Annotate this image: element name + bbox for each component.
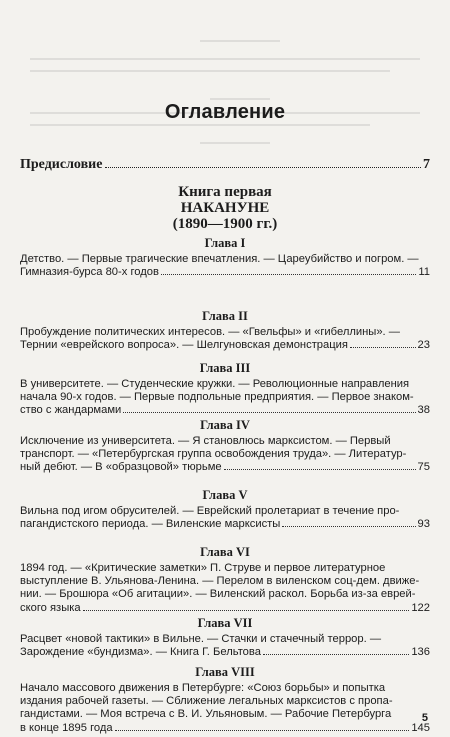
chapter-page: 93: [417, 518, 430, 531]
chapter-description: [20, 253, 430, 279]
chapter-heading: Глава III: [199, 361, 251, 375]
dot-leader: [224, 469, 416, 470]
chapter-description-line: [20, 602, 430, 615]
chapter-line-text: В университете. — Студенческие кружки. — Революционные направления: [20, 378, 410, 390]
show-through-background: [0, 0, 450, 160]
chapter-line-text: в конце 1895 года: [20, 721, 113, 734]
book-heading: [20, 184, 430, 232]
chapter-line-text: Расцвет «новой тактики» в Вильне. — Стачки и стачечный террор. —: [20, 633, 382, 645]
chapter-line-text: Вильна под игом обрусителей. — Еврейский пролетариат в течение про-: [20, 505, 400, 517]
chapter-line-text: Начало массового движения в Петербурге: «Союз борьбы» и попытка: [20, 682, 386, 694]
chapter-heading: Глава IV: [200, 418, 250, 432]
chapter-line-text: ный дебют. — В «образцовой» тюрьме: [20, 461, 222, 474]
chapter-page: 145: [411, 721, 430, 734]
dot-leader: [115, 730, 410, 731]
chapter-line-text: Детство. — Первые трагические впечатления. — Цареубийство и погром. —: [20, 253, 419, 265]
book-name: Книга первая: [178, 184, 272, 200]
chapter-description-line: [20, 266, 430, 279]
chapter-description: [20, 435, 430, 475]
chapter-description-line: [20, 326, 430, 339]
chapter-description-line: [20, 461, 430, 474]
chapter-description-line: [20, 682, 430, 695]
chapter-description-line: [20, 722, 430, 735]
chapter-page: 122: [411, 601, 430, 614]
chapter-description: [20, 562, 430, 615]
toc-entry-preface: [20, 157, 430, 173]
book-subtitle: НАКАНУНЕ: [180, 200, 270, 216]
chapter-line-text: ского языка: [20, 601, 81, 614]
chapter-line-text: Зарождение «бундизма». — Книга Г. Бельтова: [20, 646, 261, 659]
page-title: Оглавление: [164, 101, 286, 123]
book-years: (1890—1900 гг.): [172, 216, 278, 232]
chapter-line-text: издания рабочей газеты. — Сближение легальных марксистов с пропа-: [20, 695, 393, 708]
chapter-heading: Глава VII: [197, 616, 253, 630]
chapter-heading: Глава VIII: [195, 665, 255, 679]
chapter-line-text: пагандистского периода. — Виленские марксисты: [20, 518, 281, 531]
dot-leader: [123, 412, 415, 413]
chapter-page: 11: [418, 266, 430, 279]
chapter-line-text: гандистами. — Моя встреча с В. И. Ульяновым. — Рабочие Петербурга: [20, 708, 392, 721]
page-number: 5: [421, 712, 428, 724]
preface-page: 7: [423, 157, 430, 172]
chapter-description-line: [20, 505, 430, 518]
chapter-description-line: [20, 391, 430, 404]
chapter-description-line: [20, 448, 430, 461]
chapter-description-line: [20, 708, 430, 721]
preface-label: Предисловие: [20, 157, 103, 172]
chapter-description: [20, 326, 430, 352]
chapter-description: [20, 633, 430, 659]
chapter-heading: Глава VI: [200, 545, 250, 559]
chapter-page: 23: [417, 339, 430, 352]
chapter-description-line: [20, 695, 430, 708]
dot-leader: [161, 274, 416, 275]
chapter-heading: Глава V: [202, 488, 248, 502]
chapter-description-line: [20, 435, 430, 448]
chapter-description: [20, 378, 430, 418]
chapter-line-text: нии. — Брошюра «Об агитации». — Виленский раскол. Борьба из-за евреи̌-: [20, 588, 416, 601]
chapter-page: 75: [417, 461, 430, 474]
dot-leader: [83, 610, 410, 611]
chapter-description-line: [20, 562, 430, 575]
chapter-line-text: Пробуждение политических интересов. — «Гвельфы» и «гибеллины». —: [20, 326, 400, 338]
chapter-line-text: Исключение из университета. — Я становлюсь марксистом. — Первый: [20, 435, 391, 447]
chapter-description: [20, 682, 430, 735]
chapter-description-line: [20, 518, 430, 531]
chapter-line-text: выступление В. Ульянова-Ленина. — Перелом в виленском соц-дем. движе-: [20, 575, 420, 588]
chapter-description-line: [20, 646, 430, 659]
chapter-page: 38: [417, 404, 430, 417]
chapter-description-line: [20, 253, 430, 266]
chapter-page: 136: [411, 646, 430, 659]
chapter-line-text: Гимназия-бурса 80-х годов: [20, 266, 159, 279]
chapter-line-text: ство с жандармами: [20, 404, 122, 417]
chapter-description-line: [20, 339, 430, 352]
dot-leader: [350, 347, 416, 348]
chapter-description: [20, 505, 430, 531]
chapter-description-line: [20, 404, 430, 417]
chapter-line-text: Тернии «еврейского вопроса». — Шелгуновская демонстрация: [20, 339, 348, 352]
dot-leader: [105, 167, 421, 168]
dot-leader: [263, 654, 409, 655]
dot-leader: [282, 526, 415, 527]
chapter-line-text: транспорт. — «Петербургская группа освобождения труда». — Литератур-: [20, 448, 407, 461]
chapter-heading: Глава II: [202, 309, 248, 323]
chapter-description-line: [20, 378, 430, 391]
chapter-heading: Глава I: [204, 236, 246, 250]
chapter-description-line: [20, 633, 430, 646]
chapter-description-line: [20, 575, 430, 588]
chapter-line-text: начала 90-х годов. — Первые подпольные предприятия. — Первое знаком-: [20, 391, 414, 404]
chapter-description-line: [20, 588, 430, 601]
chapter-line-text: 1894 год. — «Критические заметки» П. Струве и первое литературное: [20, 562, 386, 574]
